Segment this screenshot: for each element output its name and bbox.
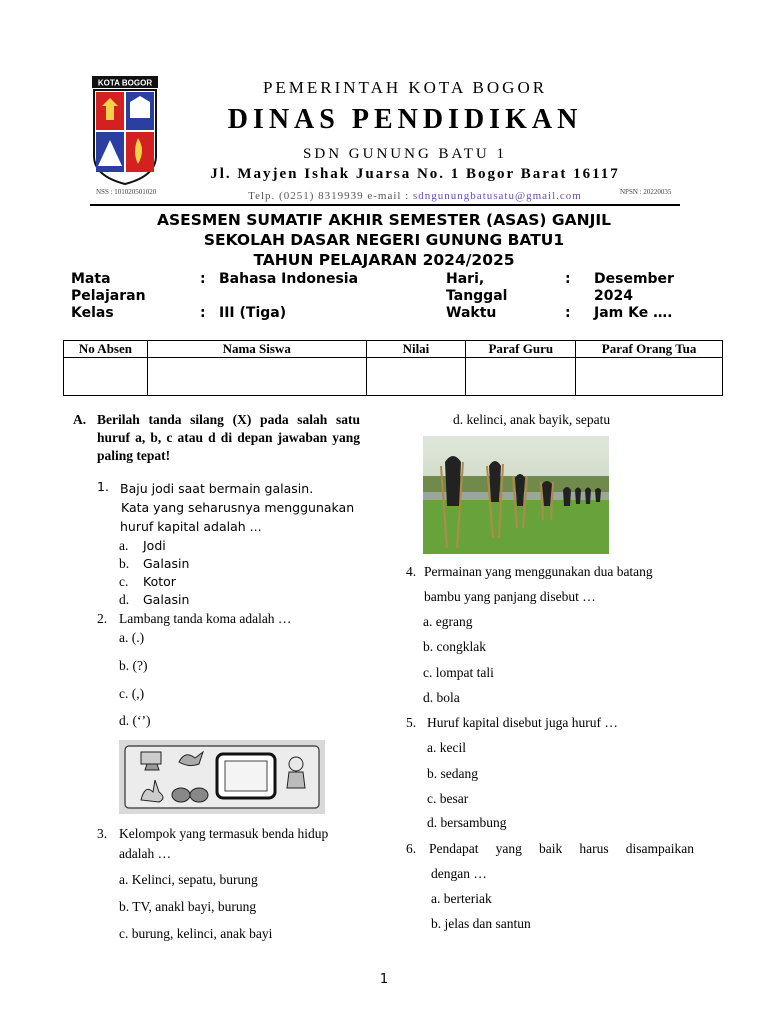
egrang-photo (423, 436, 609, 554)
q1-option-d[interactable]: d. Galasin (119, 592, 190, 607)
q5-option-a[interactable]: a. kecil (427, 740, 466, 755)
letterhead-address: Jl. Mayjen Ishak Juarsa No. 1 Bogor Barat 16117 (210, 166, 620, 182)
q1-options (119, 537, 189, 609)
letterhead-contact (200, 190, 630, 202)
q6-number: 6. (406, 841, 417, 856)
section-a-letter: A. (73, 412, 87, 427)
year-title: TAHUN PELAJARAN 2024/2025 (253, 251, 515, 269)
q1-question: Baju jodi saat bermain galasin. Kata yang seharusnya menggunakan huruf kapital adalah ... (120, 481, 355, 534)
subject-colon: : (200, 271, 206, 287)
letterhead-phone: Telp. (0251) 8319939 e-mail : (248, 190, 414, 202)
q5-option-c[interactable]: c. besar (427, 791, 469, 806)
letterhead-divider (90, 204, 680, 206)
nss-number: NSS : 101020501020 (96, 188, 157, 196)
header-nama-siswa: Nama Siswa (147, 341, 366, 358)
cell-no-absen[interactable] (64, 358, 148, 396)
q2-option-c[interactable]: c. (,) (119, 686, 145, 701)
class-label: Kelas (71, 305, 114, 321)
q2-option-b[interactable]: b. (?) (119, 658, 148, 673)
kota-bogor-logo (92, 76, 158, 186)
time-label: Waktu (446, 305, 497, 321)
cell-nama-siswa[interactable] (147, 358, 366, 396)
q3-option-a[interactable]: a. Kelinci, sepatu, burung (119, 872, 258, 887)
letterhead-email: sdngunungbatusatu@gmail.com (413, 190, 582, 202)
svg-text:KOTA BOGOR: KOTA BOGOR (97, 78, 153, 88)
q4-option-d[interactable]: d. bola (423, 690, 460, 705)
header-paraf-orang-tua: Paraf Orang Tua (576, 341, 723, 358)
letterhead-school: SDN GUNUNG BATU 1 (303, 146, 507, 162)
q4-option-c[interactable]: c. lompat tali (423, 665, 494, 680)
school-title: SEKOLAH DASAR NEGERI GUNUNG BATU1 (203, 231, 565, 249)
time-value: Jam Ke …. (594, 305, 673, 321)
q4-option-a[interactable]: a. egrang (423, 614, 473, 629)
letterhead-department: DINAS PENDIDIKAN (227, 104, 583, 135)
q4-number: 4. (406, 564, 417, 579)
q4-question: Permainan yang menggunakan dua batang bambu yang panjang disebut … (424, 564, 653, 604)
q1-option-a[interactable]: a. Jodi (119, 538, 166, 553)
q1-option-c[interactable]: c. Kotor (119, 574, 176, 589)
time-colon: : (565, 305, 571, 321)
q5-option-b[interactable]: b. sedang (427, 766, 478, 781)
q5-number: 5. (406, 715, 417, 730)
exam-title: ASESMEN SUMATIF AKHIR SEMESTER (ASAS) GANJIL (156, 211, 612, 229)
letterhead-government: PEMERINTAH KOTA BOGOR (262, 78, 548, 97)
date-value: Desember 2024 (594, 271, 674, 304)
date-colon: : (565, 271, 571, 287)
class-value: III (Tiga) (219, 305, 287, 321)
q6-question-line1: Pendapat yang baik harus disampaikan (429, 841, 694, 856)
cell-nilai[interactable] (366, 358, 466, 396)
page-number: 1 (379, 972, 389, 987)
class-colon: : (200, 305, 206, 321)
q2-number: 2. (97, 611, 108, 626)
q3-option-d[interactable]: d. kelinci, anak bayik, sepatu (453, 412, 611, 427)
cell-paraf-guru[interactable] (466, 358, 576, 396)
q4-option-b[interactable]: b. congklak (423, 639, 486, 654)
cell-paraf-orang-tua[interactable] (576, 358, 723, 396)
subject-value: Bahasa Indonesia (219, 271, 359, 287)
q5-question: Huruf kapital disebut juga huruf … (427, 715, 618, 730)
q1-option-b[interactable]: b. Galasin (119, 556, 190, 571)
header-no-absen: No Absen (64, 341, 148, 358)
q3-option-b[interactable]: b. TV, anakl bayi, burung (119, 899, 257, 914)
subject-label: Mata Pelajaran (71, 271, 146, 304)
q2-option-d[interactable]: d. (‘’) (119, 713, 151, 728)
student-info-table (63, 340, 723, 396)
header-paraf-guru: Paraf Guru (466, 341, 576, 358)
q3-number: 3. (97, 826, 108, 841)
q2-question: Lambang tanda koma adalah … (119, 611, 292, 626)
q6-question-line2: dengan … (431, 866, 487, 881)
q5-option-d[interactable]: d. bersambung (427, 815, 507, 830)
date-label: Hari, Tanggal (446, 271, 508, 304)
q2-option-a[interactable]: a. (.) (119, 630, 145, 645)
q3-question: Kelompok yang termasuk benda hidup adalah … (119, 826, 329, 861)
living-things-picture (119, 740, 325, 814)
q3-option-c[interactable]: c. burung, kelinci, anak bayi (119, 926, 273, 941)
q6-option-b[interactable]: b. jelas dan santun (431, 916, 531, 931)
q6-option-a[interactable]: a. berteriak (431, 891, 492, 906)
header-nilai: Nilai (366, 341, 466, 358)
section-a-instruction: Berilah tanda silang (X) pada salah satu huruf a, b, c atau d di depan jawaban yang paling tepat! (97, 412, 360, 463)
q1-number: 1. (97, 479, 109, 494)
npsn-number: NPSN : 20220035 (620, 188, 672, 196)
